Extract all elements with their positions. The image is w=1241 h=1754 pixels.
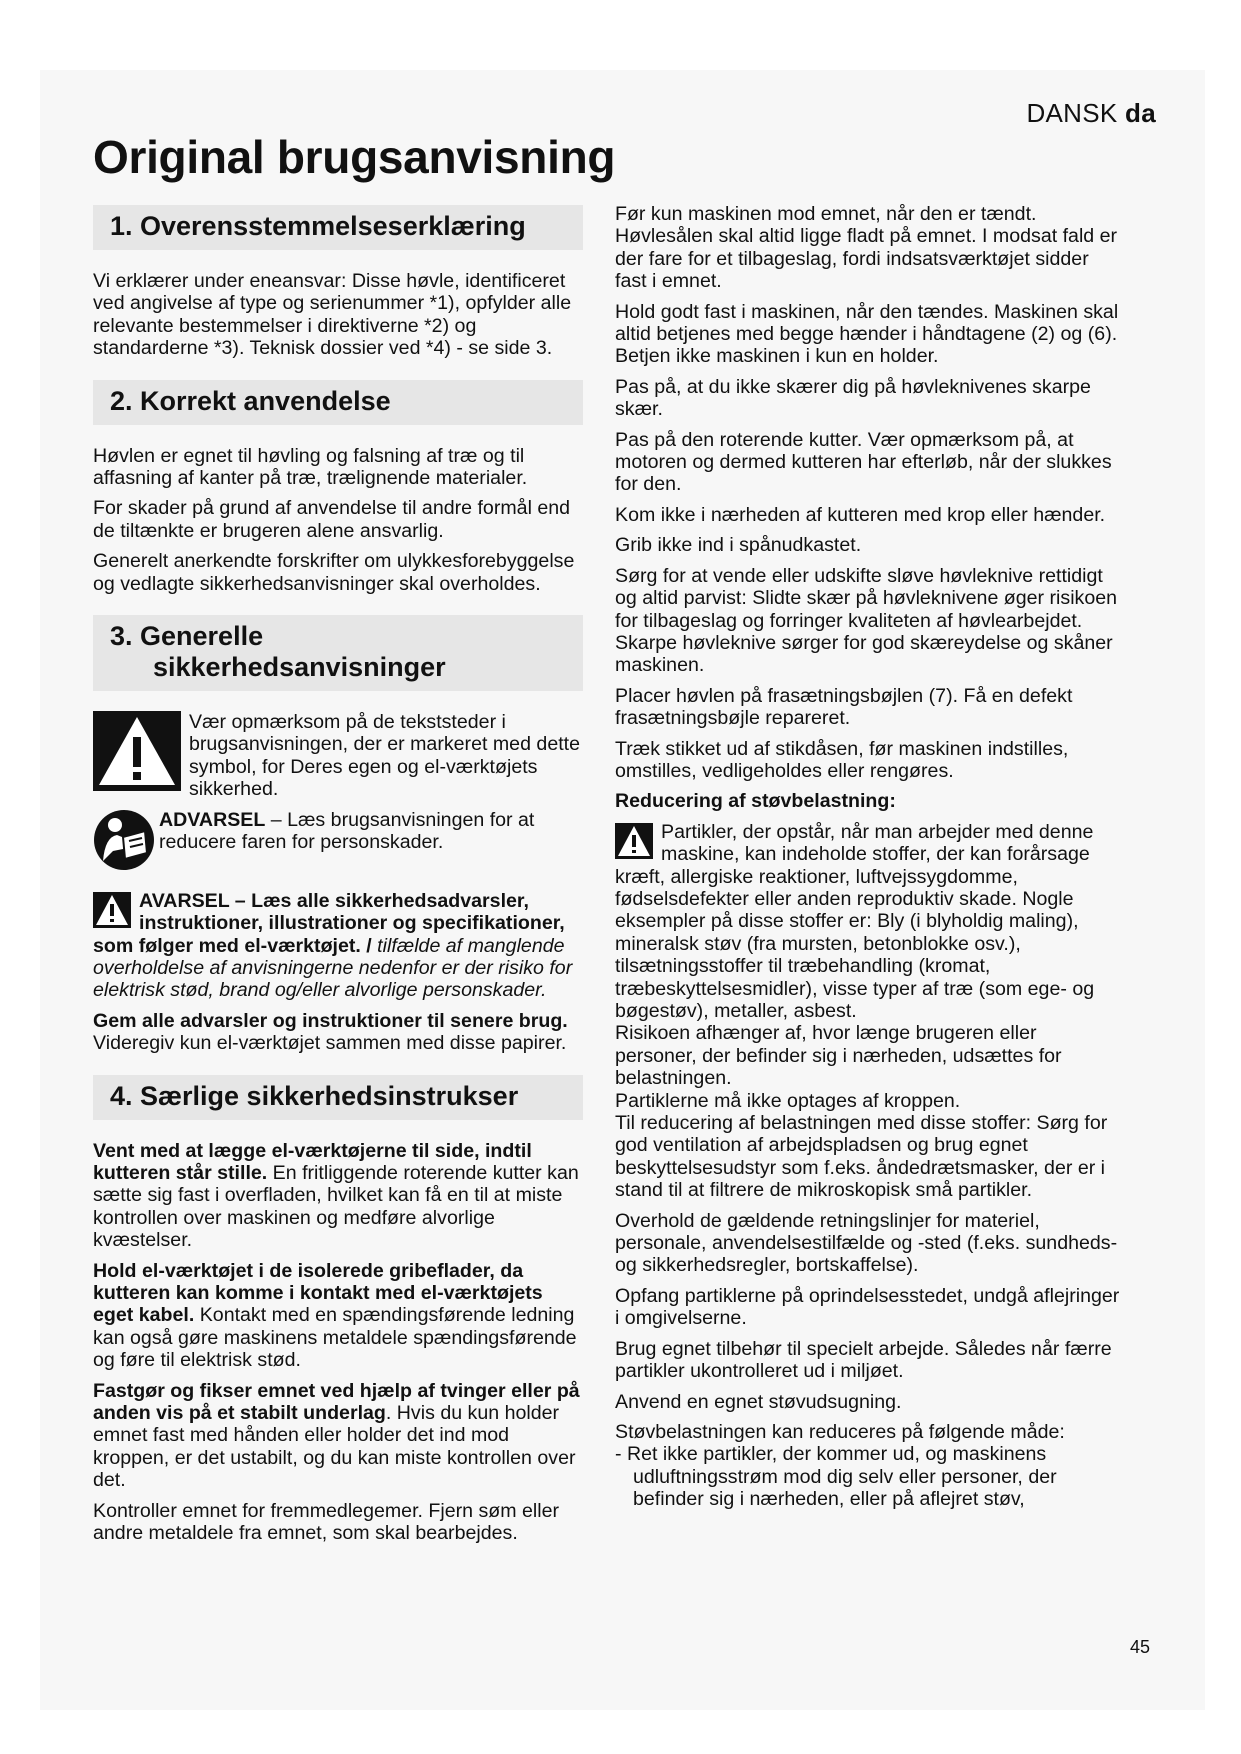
right-paragraph-1: Før kun maskinen mod emnet, når den er tændt. Høvlesålen skal altid ligge fladt på emnet. I modsat fald er der fare for et tilbageslag, fordi indsatsværktøjet sidder fast i emnet. [615, 203, 1118, 293]
section-4-paragraph-1 [93, 1140, 583, 1252]
page-title: Original brugsanvisning [93, 131, 616, 183]
right-paragraph-9: Træk stikket ud af stikdåsen, før maskinen indstilles, omstilles, vedligeholdes eller rengøres. [615, 737, 1069, 782]
section-4-p2-bold: Hold el-værktøjet i de isolerede gribeflader, da kutteren kan komme i kontakt med el-værktøjets eget kabel. [93, 1259, 543, 1327]
dust-paragraph-7: Brug egnet tilbehør til specielt arbejde. Således når færre partikler ukontrolleret ud i miljøet. [615, 1337, 1112, 1383]
section-4-p1-text: En fritliggende roterende kutter kan sætte sig fast i overfladen, hvilket kan få en til at miste kontrollen over maskinen og medføre alvorlige kvæstelser. [93, 1161, 579, 1252]
attention-note [93, 711, 583, 801]
section-4-p3-bold: Fastgør og fikser emnet ved hjælp af tvinger eller på anden vis på et stabilt underlag [93, 1379, 580, 1424]
section-2-paragraph-3: Generelt anerkendte forskrifter om ulykkesforebyggelse og vedlagte sikkerhedsanvisninger skal overholdes. [93, 550, 575, 595]
advarsel-label: ADVARSEL [159, 808, 266, 831]
section-4-paragraph-3 [93, 1380, 583, 1492]
right-paragraph-2: Hold godt fast i maskinen, når den tændes. Maskinen skal altid betjenes med begge hænder i håndtagene (2) og (6). Betjen ikke maskinen i kun en holder. [615, 300, 1119, 368]
section-4-p3-text: . Hvis du kun holder emnet fast med hånden eller holder det ind mod kroppen, er det ustabilt, og du kan miste kontrollen over det. [93, 1402, 576, 1492]
right-paragraph-5: Kom ikke i nærheden af kutteren med krop eller hænder. [615, 503, 1106, 526]
warning-triangle-small-icon [93, 892, 131, 933]
avarsel-bold-text: AVARSEL – Læs alle sikkerhedsadvarsler, instruktioner, illustrationer og specifikationer, som følger med el-værktøjet. / [93, 889, 565, 957]
language-label [1026, 98, 1156, 129]
section-4-p2-text: Kontakt med en spændingsførende ledning kan også gøre maskinens metaldele spændingsførende og føre til elektrisk stød. [93, 1304, 577, 1372]
right-paragraph-4: Pas på den roterende kutter. Vær opmærksom på, at motoren og dermed kutteren har efterløb, når der slukkes for den. [615, 428, 1112, 496]
dust-text-1: Partikler, der opstår, når man arbejder med denne maskine, kan indeholde stoffer, der kan forårsage kræft, allergiske reaktioner, luftvejssygdomme, fødselsdefekter eller anden reproduktiv skade. Nogle eksempler på disse stoffer er: Bly (i blyholdig maling), mineralsk støv (fra mursten, betonblokke osv.), tilsætningsstoffer til træbehandling (kromat, træbeskyttelsesmidler), visse typer af træ (som ege- og bøgestøv), metaller, asbest. [615, 820, 1095, 1022]
dust-bullet-1: - Ret ikke partikler, der kommer ud, og maskinens udluftningsstrøm mod dig selv eller personer, der befinder sig i nærheden, eller på aflejret støv, [615, 1443, 1057, 1511]
section-3-heading [93, 615, 583, 691]
right-paragraph-8: Placer høvlen på frasætningsbøjlen (7). Få en defekt frasætningsbøjle repareret. [615, 684, 1073, 730]
section-2-heading: 2. Korrekt anvendelse [93, 380, 583, 425]
attention-text: Vær opmærksom på de tekststeder i brugsanvisningen, der er markeret med dette symbol, for Deres egen og el-værktøjets sikkerhed. [189, 711, 580, 801]
dust-paragraph-8: Anvend en egnet støvudsugning. [615, 1390, 902, 1413]
advarsel-body: – Læs brugsanvisningen for at reducere faren for personskader. [159, 808, 535, 854]
section-2-paragraph-1: Høvlen er egnet til høvling og falsning af træ og til affasning af kanter på træ, trælignende materialer. [93, 444, 528, 490]
dust-paragraph-6: Opfang partiklerne på oprindelsesstedet, undgå aflejringer i omgivelserne. [615, 1284, 1120, 1330]
section-4-paragraph-2 [93, 1260, 583, 1372]
page-number: 45 [1130, 1637, 1151, 1657]
right-paragraph-6: Grib ikke ind i spånudkastet. [615, 534, 862, 557]
left-column [93, 205, 583, 1552]
language-code: da [1125, 98, 1156, 128]
gem-bold-text: Gem alle advarsler og instruktioner til senere brug. [93, 1009, 568, 1032]
right-column [615, 203, 1120, 1519]
warning-triangle-small-icon [615, 823, 653, 864]
dust-paragraph-9: Støvbelastningen kan reduceres på følgende måde: [615, 1420, 1065, 1443]
section-4-p1-bold: Vent med at lægge el-værktøjerne til side, indtil kutteren står stille. [93, 1139, 532, 1184]
section-1-heading: 1. Overensstemmelseserklæring [93, 205, 583, 250]
advarsel-text [159, 809, 583, 854]
dust-paragraph-5: Overhold de gældende retningslinjer for materiel, personale, anvendelsestilfælde og -sted (f.eks. sundheds- og sikkerhedsregler, bortskaffelse). [615, 1209, 1118, 1277]
read-manual-icon [93, 809, 155, 876]
section-2-paragraph-2: For skader på grund af anvendelse til andre formål end de tiltænkte er brugeren alene ansvarlig. [93, 497, 571, 542]
avarsel-italic-text: tilfælde af manglende overholdelse af anvisningerne nedenfor er der risiko for elektrisk stød, brand og/eller alvorlige personskader. [93, 934, 573, 1002]
dust-paragraph-4: Til reducering af belastningen med disse stoffer: Sørg for god ventilation af arbejdspladsen og brug egnet beskyttelsesudstyr som f.eks. åndedrætsmasker, der er i stand til at filtrere de mikroskopisk små partikler. [615, 1112, 1108, 1202]
dust-paragraph-1 [615, 821, 1120, 1023]
gem-paragraph [93, 1010, 583, 1055]
section-4-paragraph-4: Kontroller emnet for fremmedlegemer. Fjern søm eller andre metaldele fra emnet, som skal bearbejdes. [93, 1499, 560, 1545]
section-3-heading-line-2: sikkerhedsanvisninger [153, 652, 446, 683]
section-4-heading: 4. Særlige sikkerhedsinstrukser [93, 1075, 583, 1120]
warning-triangle-icon [93, 711, 181, 796]
dust-heading: Reducering af støvbelastning: [615, 790, 896, 813]
section-1-paragraph: Vi erklærer under eneansvar: Disse høvle, identificeret ved angivelse af type og serienummer *1), opfylder alle relevante bestemmelser i direktiverne *2) og standarderne *3). Teknisk dossier ved *4) - se side 3. [93, 270, 572, 360]
advarsel-note [93, 809, 583, 876]
right-paragraph-3: Pas på, at du ikke skærer dig på høvleknivenes skarpe skær. [615, 375, 1091, 421]
dust-paragraph-2: Risikoen afhænger af, hvor længe brugeren eller personer, der befinder sig i nærheden, udsættes for belastningen. [615, 1022, 1062, 1090]
right-paragraph-7: Sørg for at vende eller udskifte sløve høvleknive rettidigt og altid parvist: Slidte skær på høvleknivene øger risikoen for tilbageslag og forringer kvaliteten af høvlearbejdet. Skarpe høvleknive sørger for god skæreydelse og skåner maskinen. [615, 564, 1118, 677]
gem-body-text: Videregiv kun el-værktøjet sammen med disse papirer. [93, 1032, 567, 1055]
dust-paragraph-3: Partiklerne må ikke optages af kroppen. [615, 1089, 961, 1112]
section-3-heading-line-1: 3. Generelle [110, 621, 264, 652]
language-name: DANSK [1026, 98, 1118, 128]
avarsel-paragraph [93, 890, 583, 1002]
